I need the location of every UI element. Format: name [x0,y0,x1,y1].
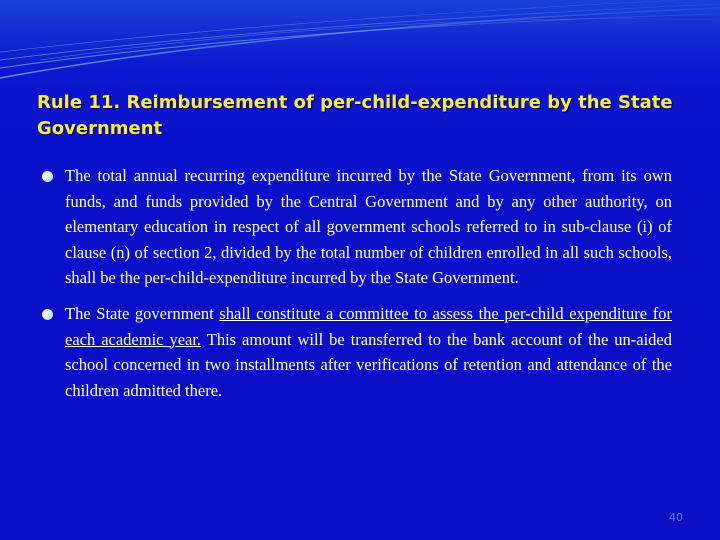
bullet-dot-icon [42,309,53,320]
bullet-dot-icon [42,171,53,182]
bullet-text-underlined: shall constitute a committee to assess the per-child expenditure for each academic year. [65,303,672,349]
bullet-list [40,163,672,413]
bullet-item-committee [40,301,672,403]
slide-title: Rule 11. Reimbursement of per-child-expenditure by the State Government [37,92,673,139]
bullet-text-rest: This amount will be transferred to the bank account of the un-aided school concerned in two installments after verifications of retention and attendance of the children admitted there. [65,329,672,400]
bullet-item-expenditure-definition [40,163,672,291]
bullet-text-lead: The State government [65,303,220,323]
bullet-text: The total annual recurring expenditure incurred by the State Government, from its own funds, and funds provided by the Central Government and by any other authority, on elementary education in respect of all government schools referred to in sub-clause (i) of clause (n) of section 2, divided by the total number of children enrolled in all such schools, shall be the per-child-expenditure incurred by the State Government. [65,166,672,288]
page-number: 40 [669,511,683,524]
